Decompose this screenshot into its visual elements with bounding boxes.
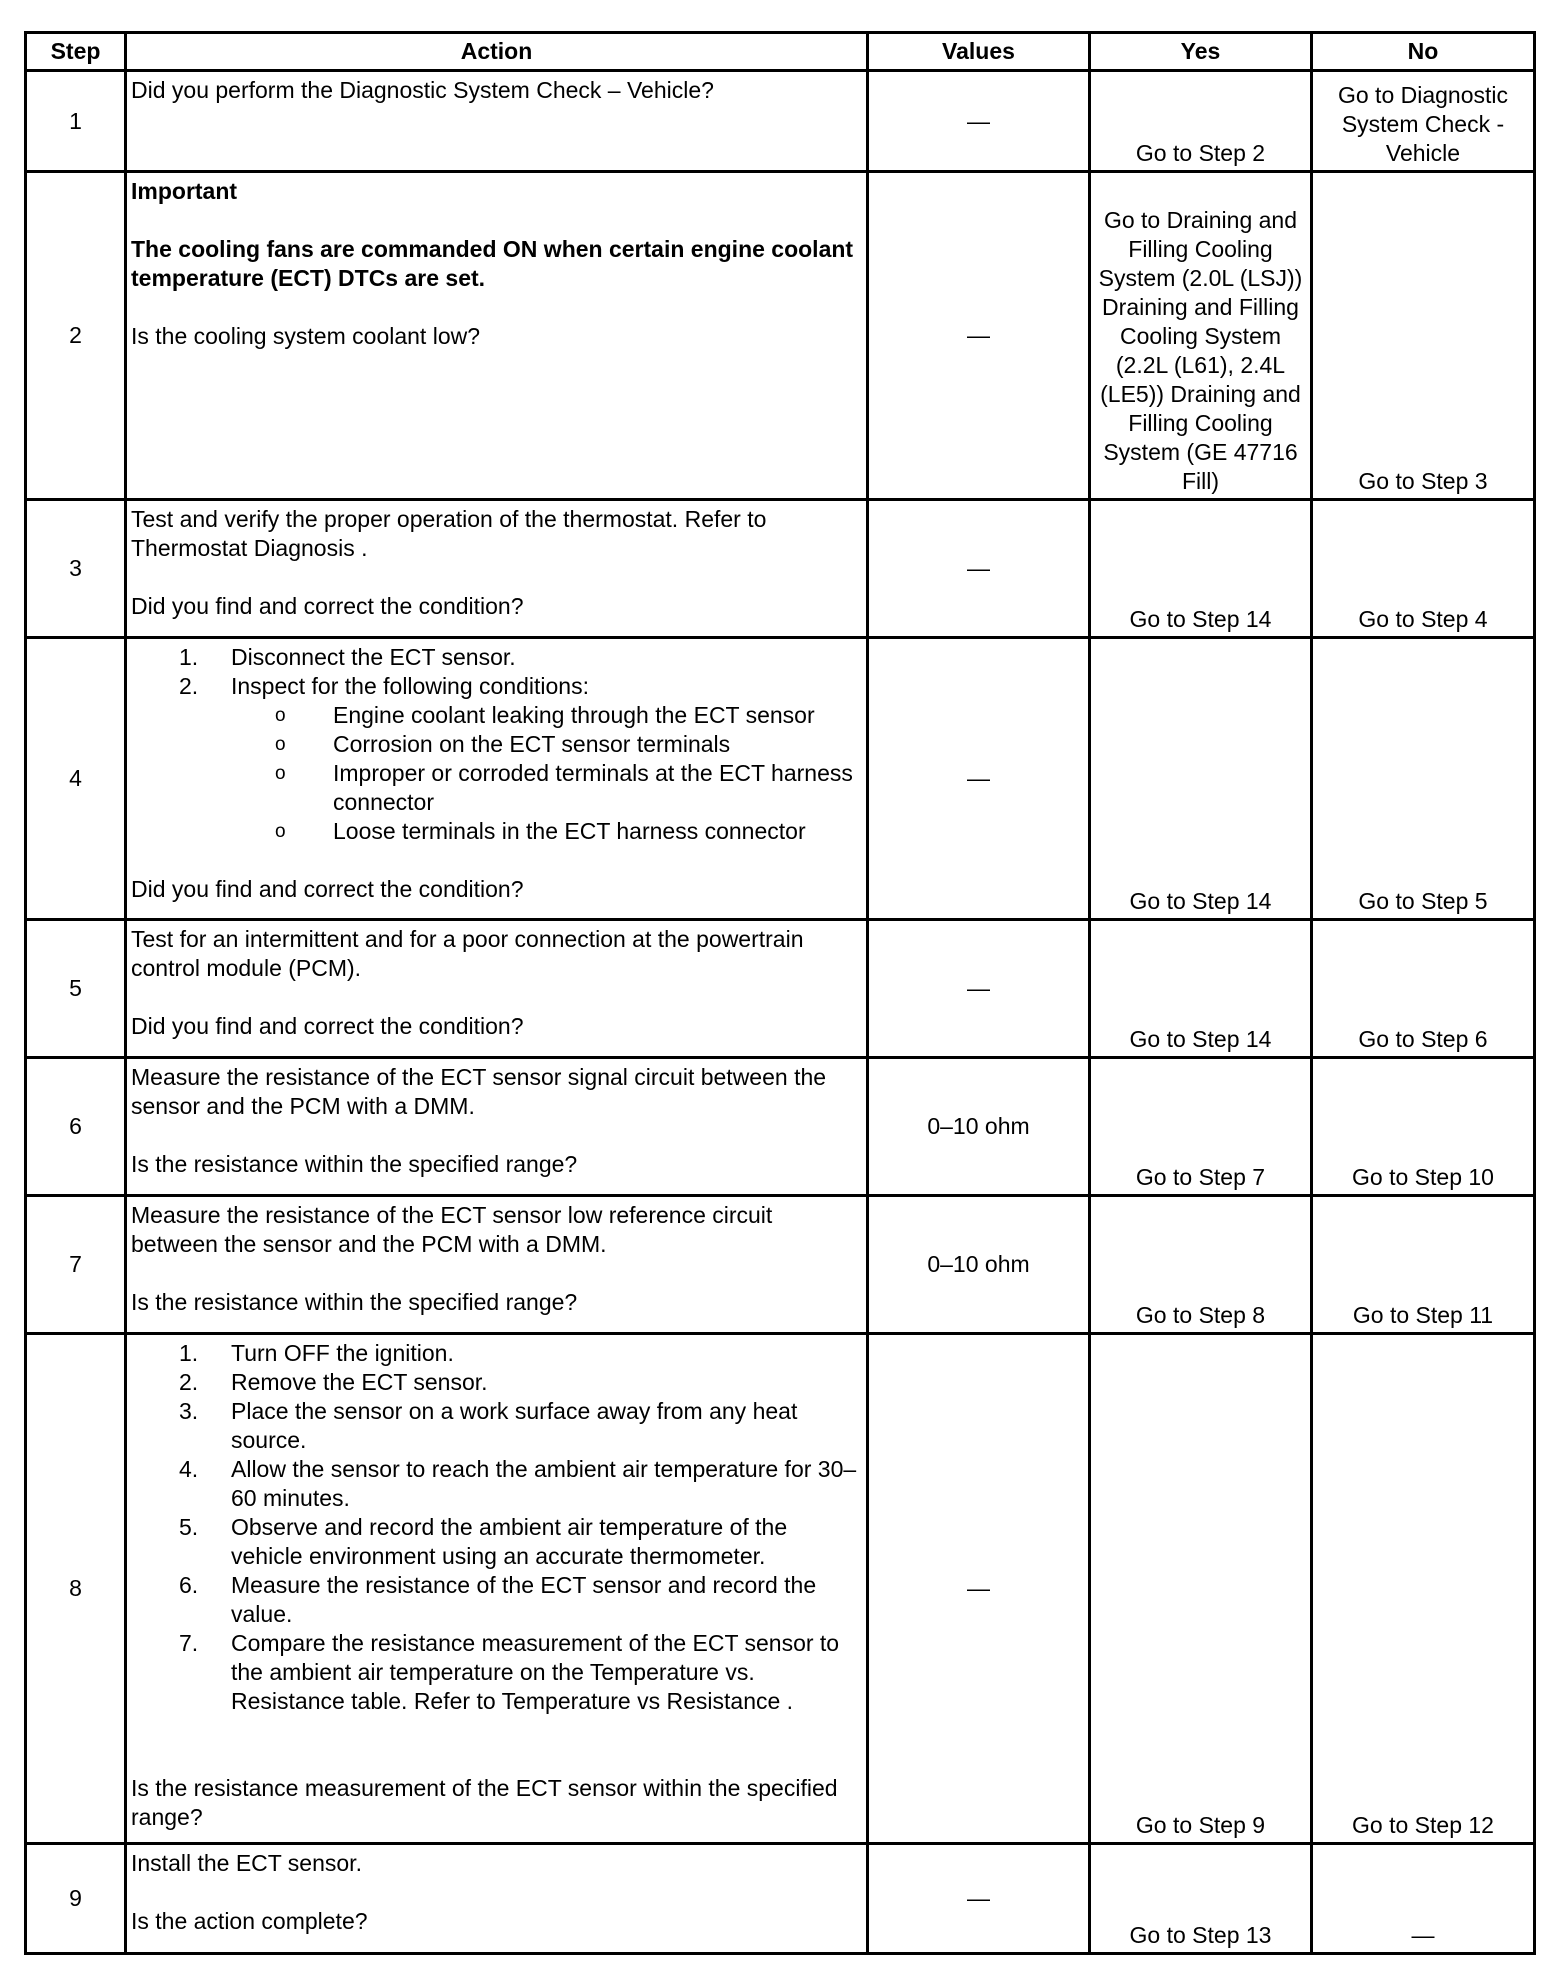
values-cell: — (868, 920, 1090, 1058)
list-item: 3. Place the sensor on a work surface away from any heat source. (179, 1398, 798, 1453)
action-instruction: Test for an intermittent and for a poor connection at the powertrain control module (PCM). (131, 926, 804, 981)
important-note: The cooling fans are commanded ON when certain engine coolant temperature (ECT) DTCs are set. (131, 236, 854, 291)
action-cell (126, 500, 868, 638)
no-cell: Go to Diagnostic System Check - Vehicle (1312, 71, 1535, 172)
step-number: 4 (26, 638, 126, 920)
action-cell (126, 920, 868, 1058)
table-row (26, 172, 1535, 500)
values-cell: 0–10 ohm (868, 1058, 1090, 1196)
action-question: Did you find and correct the condition? (131, 876, 524, 902)
step-number: 3 (26, 500, 126, 638)
no-cell: Go to Step 3 (1312, 172, 1535, 500)
action-question: Is the resistance measurement of the ECT sensor within the specified range? (131, 1775, 838, 1830)
step-number: 2 (26, 172, 126, 500)
table-row (26, 500, 1535, 638)
no-cell: — (1312, 1844, 1535, 1954)
values-cell: — (868, 1844, 1090, 1954)
no-cell: Go to Step 10 (1312, 1058, 1535, 1196)
step-number: 7 (26, 1196, 126, 1334)
table-row (26, 1058, 1535, 1196)
bullet-icon: o (275, 821, 286, 842)
action-question: Is the resistance within the specified range? (131, 1289, 578, 1315)
table-row (26, 638, 1535, 920)
yes-cell: Go to Step 14 (1090, 500, 1312, 638)
list-item: 6. Measure the resistance of the ECT sensor and record the value. (179, 1572, 817, 1627)
yes-cell: Go to Draining and Filling Cooling System (2.0L (LSJ)) Draining and Filling Cooling System (2.2L (L61), 2.4L (LE5)) Draining and Filling Cooling System (GE 47716 Fill) (1090, 172, 1312, 500)
procedure-list (131, 643, 862, 701)
table-row (26, 1844, 1535, 1954)
diagnostic-table (24, 31, 1536, 1955)
table-row (26, 1334, 1535, 1844)
no-cell: Go to Step 4 (1312, 500, 1535, 638)
no-cell: Go to Step 12 (1312, 1334, 1535, 1844)
action-instruction: Measure the resistance of the ECT sensor low reference circuit between the sensor and the PCM with a DMM. (131, 1202, 773, 1257)
bullet-icon: o (275, 763, 286, 784)
table-header-row (26, 33, 1535, 71)
table-row (26, 920, 1535, 1058)
header-values: Values (868, 33, 1090, 71)
action-question: Is the resistance within the specified range? (131, 1151, 578, 1177)
no-cell: Go to Step 6 (1312, 920, 1535, 1058)
action-cell (126, 1334, 868, 1844)
header-yes: Yes (1090, 33, 1312, 71)
action-question: Did you perform the Diagnostic System Check – Vehicle? (131, 77, 714, 103)
step-number: 1 (26, 71, 126, 172)
yes-cell: Go to Step 14 (1090, 638, 1312, 920)
list-item: 7. Compare the resistance measurement of the ECT sensor to the ambient air temperature on the Temperature vs. Resistance table. Refer to Temperature vs Resistance . (179, 1630, 840, 1714)
yes-cell: Go to Step 2 (1090, 71, 1312, 172)
yes-cell: Go to Step 8 (1090, 1196, 1312, 1334)
step-number: 5 (26, 920, 126, 1058)
header-action: Action (126, 33, 868, 71)
list-item: o Engine coolant leaking through the ECT sensor (275, 702, 815, 728)
list-item: 5. Observe and record the ambient air temperature of the vehicle environment using an accurate thermometer. (179, 1514, 788, 1569)
list-item: o Improper or corroded terminals at the ECT harness connector (275, 760, 853, 815)
list-item: 2. Remove the ECT sensor. (179, 1369, 488, 1395)
diagnostic-table-container (24, 31, 1533, 1955)
yes-cell: Go to Step 7 (1090, 1058, 1312, 1196)
list-item: 1. Turn OFF the ignition. (179, 1340, 454, 1366)
action-question: Did you find and correct the condition? (131, 1013, 524, 1039)
action-cell (126, 1058, 868, 1196)
no-cell: Go to Step 5 (1312, 638, 1535, 920)
list-item: 2. Inspect for the following conditions: (179, 673, 589, 699)
list-item: o Corrosion on the ECT sensor terminals (275, 731, 731, 757)
yes-cell: Go to Step 14 (1090, 920, 1312, 1058)
table-row (26, 71, 1535, 172)
bullet-icon: o (275, 705, 286, 726)
action-question: Is the action complete? (131, 1908, 368, 1934)
values-cell: — (868, 638, 1090, 920)
step-number: 8 (26, 1334, 126, 1844)
list-item: 1. Disconnect the ECT sensor. (179, 644, 516, 670)
action-instruction: Test and verify the proper operation of the thermostat. Refer to Thermostat Diagnosis . (131, 506, 767, 561)
values-cell: — (868, 71, 1090, 172)
step-number: 6 (26, 1058, 126, 1196)
values-cell: — (868, 500, 1090, 638)
yes-cell: Go to Step 9 (1090, 1334, 1312, 1844)
table-row (26, 1196, 1535, 1334)
condition-list (131, 701, 862, 846)
list-item: 4. Allow the sensor to reach the ambient air temperature for 30–60 minutes. (179, 1456, 857, 1511)
procedure-list (131, 1339, 862, 1716)
step-number: 9 (26, 1844, 126, 1954)
important-label: Important (131, 178, 238, 204)
list-item: o Loose terminals in the ECT harness connector (275, 818, 806, 844)
action-cell (126, 1196, 868, 1334)
action-cell (126, 1844, 868, 1954)
action-question: Is the cooling system coolant low? (131, 323, 481, 349)
yes-cell: Go to Step 13 (1090, 1844, 1312, 1954)
action-instruction: Install the ECT sensor. (131, 1850, 362, 1876)
no-cell: Go to Step 11 (1312, 1196, 1535, 1334)
action-cell (126, 172, 868, 500)
action-question: Did you find and correct the condition? (131, 593, 524, 619)
action-instruction: Measure the resistance of the ECT sensor signal circuit between the sensor and the PCM with a DMM. (131, 1064, 827, 1119)
action-cell (126, 638, 868, 920)
values-cell: — (868, 172, 1090, 500)
action-cell (126, 71, 868, 172)
header-step: Step (26, 33, 126, 71)
header-no: No (1312, 33, 1535, 71)
values-cell: — (868, 1334, 1090, 1844)
bullet-icon: o (275, 734, 286, 755)
values-cell: 0–10 ohm (868, 1196, 1090, 1334)
